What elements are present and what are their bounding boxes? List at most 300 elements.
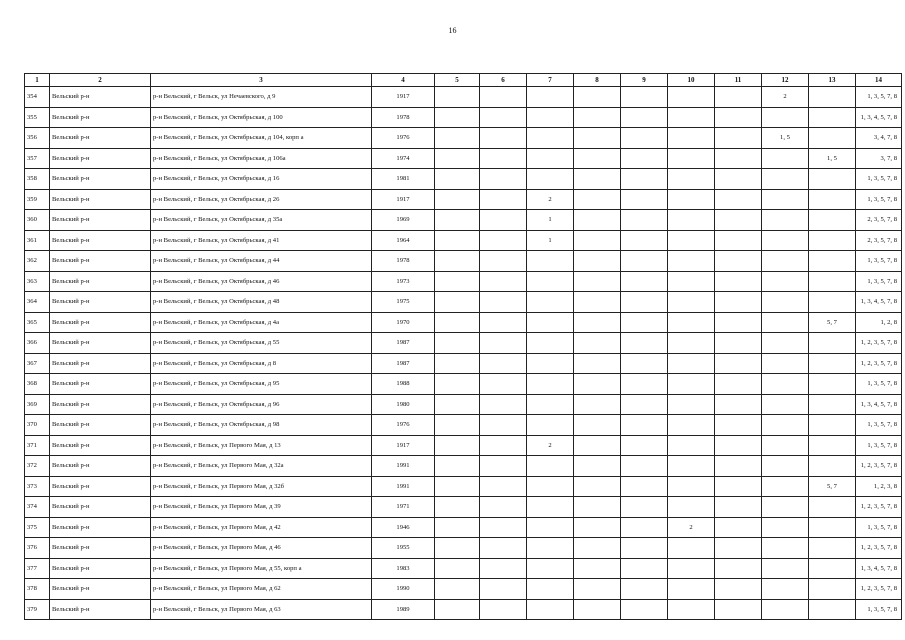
col13-cell bbox=[809, 189, 856, 210]
year-cell: 1989 bbox=[372, 599, 435, 620]
col8-cell bbox=[574, 230, 621, 251]
codes-cell: 3, 4, 7, 8 bbox=[856, 128, 902, 149]
col9-cell bbox=[621, 312, 668, 333]
col5-cell bbox=[435, 538, 480, 559]
col8-cell bbox=[574, 210, 621, 231]
row-number-cell: 359 bbox=[25, 189, 50, 210]
col7-cell bbox=[527, 558, 574, 579]
col11-cell bbox=[715, 251, 762, 272]
year-cell: 1980 bbox=[372, 394, 435, 415]
col11-cell bbox=[715, 271, 762, 292]
codes-cell: 1, 2, 8 bbox=[856, 312, 902, 333]
col5-cell bbox=[435, 271, 480, 292]
year-cell: 1917 bbox=[372, 435, 435, 456]
col9-cell bbox=[621, 374, 668, 395]
row-number-cell: 370 bbox=[25, 415, 50, 436]
district-cell: Вельский р-н bbox=[50, 87, 151, 108]
col5-cell bbox=[435, 415, 480, 436]
col13-cell bbox=[809, 107, 856, 128]
codes-cell: 1, 3, 5, 7, 8 bbox=[856, 599, 902, 620]
address-cell: р-н Вельский, г Вельск, ул Октябрьская, д 48 bbox=[151, 292, 372, 313]
col7-cell bbox=[527, 128, 574, 149]
col9-cell bbox=[621, 333, 668, 354]
col12-cell bbox=[762, 517, 809, 538]
col6-cell bbox=[480, 312, 527, 333]
col12-cell bbox=[762, 210, 809, 231]
col13-cell: 5, 7 bbox=[809, 312, 856, 333]
row-number-cell: 367 bbox=[25, 353, 50, 374]
table-row bbox=[25, 558, 902, 579]
col13-cell bbox=[809, 374, 856, 395]
year-cell: 1946 bbox=[372, 517, 435, 538]
year-cell: 1964 bbox=[372, 230, 435, 251]
col12-cell bbox=[762, 538, 809, 559]
col10-cell bbox=[668, 333, 715, 354]
col10-cell bbox=[668, 189, 715, 210]
col7-cell bbox=[527, 333, 574, 354]
col10-cell bbox=[668, 353, 715, 374]
col13-cell bbox=[809, 169, 856, 190]
col7-cell bbox=[527, 148, 574, 169]
col11-cell bbox=[715, 517, 762, 538]
col12-cell bbox=[762, 374, 809, 395]
col8-cell bbox=[574, 169, 621, 190]
col5-cell bbox=[435, 107, 480, 128]
year-cell: 1917 bbox=[372, 87, 435, 108]
row-number-cell: 366 bbox=[25, 333, 50, 354]
col7-cell bbox=[527, 292, 574, 313]
year-cell: 1971 bbox=[372, 497, 435, 518]
col11-cell bbox=[715, 292, 762, 313]
col12-cell bbox=[762, 599, 809, 620]
col13-cell bbox=[809, 599, 856, 620]
col5-cell bbox=[435, 251, 480, 272]
table-row bbox=[25, 128, 902, 149]
col12-cell bbox=[762, 312, 809, 333]
col7-cell bbox=[527, 271, 574, 292]
row-number-cell: 357 bbox=[25, 148, 50, 169]
col11-cell bbox=[715, 128, 762, 149]
col11-cell bbox=[715, 538, 762, 559]
col8-cell bbox=[574, 394, 621, 415]
col12-cell bbox=[762, 558, 809, 579]
col7-cell bbox=[527, 517, 574, 538]
col8-cell bbox=[574, 558, 621, 579]
row-number-cell: 379 bbox=[25, 599, 50, 620]
col9-cell bbox=[621, 169, 668, 190]
col8-cell bbox=[574, 87, 621, 108]
col11-cell bbox=[715, 312, 762, 333]
column-header: 10 bbox=[668, 74, 715, 87]
table-row bbox=[25, 456, 902, 477]
row-number-cell: 373 bbox=[25, 476, 50, 497]
col6-cell bbox=[480, 415, 527, 436]
col8-cell bbox=[574, 128, 621, 149]
column-header: 4 bbox=[372, 74, 435, 87]
address-cell: р-н Вельский, г Вельск, ул Октябрьская, д 4а bbox=[151, 312, 372, 333]
table-row bbox=[25, 251, 902, 272]
table-row bbox=[25, 210, 902, 231]
col9-cell bbox=[621, 210, 668, 231]
codes-cell: 1, 3, 5, 7, 8 bbox=[856, 415, 902, 436]
col8-cell bbox=[574, 374, 621, 395]
col10-cell bbox=[668, 271, 715, 292]
col13-cell bbox=[809, 579, 856, 600]
address-cell: р-н Вельский, г Вельск, ул Нечаевского, д 9 bbox=[151, 87, 372, 108]
col7-cell bbox=[527, 579, 574, 600]
table-row bbox=[25, 374, 902, 395]
district-cell: Вельский р-н bbox=[50, 415, 151, 436]
col10-cell bbox=[668, 497, 715, 518]
col8-cell bbox=[574, 517, 621, 538]
address-cell: р-н Вельский, г Вельск, ул Октябрьская, д 95 bbox=[151, 374, 372, 395]
col6-cell bbox=[480, 210, 527, 231]
year-cell: 1976 bbox=[372, 415, 435, 436]
row-number-cell: 355 bbox=[25, 107, 50, 128]
table-row bbox=[25, 230, 902, 251]
col7-cell: 2 bbox=[527, 435, 574, 456]
column-header: 5 bbox=[435, 74, 480, 87]
header-row bbox=[25, 74, 902, 87]
table-row bbox=[25, 415, 902, 436]
col5-cell bbox=[435, 558, 480, 579]
col10-cell bbox=[668, 292, 715, 313]
col13-cell: 5, 7 bbox=[809, 476, 856, 497]
district-cell: Вельский р-н bbox=[50, 353, 151, 374]
table-row bbox=[25, 271, 902, 292]
column-header: 3 bbox=[151, 74, 372, 87]
row-number-cell: 358 bbox=[25, 169, 50, 190]
column-header: 12 bbox=[762, 74, 809, 87]
col10-cell bbox=[668, 148, 715, 169]
district-cell: Вельский р-н bbox=[50, 107, 151, 128]
col9-cell bbox=[621, 435, 668, 456]
col6-cell bbox=[480, 189, 527, 210]
col7-cell bbox=[527, 107, 574, 128]
col13-cell bbox=[809, 353, 856, 374]
column-header: 1 bbox=[25, 74, 50, 87]
col6-cell bbox=[480, 230, 527, 251]
col8-cell bbox=[574, 333, 621, 354]
col10-cell bbox=[668, 599, 715, 620]
codes-cell: 1, 3, 4, 5, 7, 8 bbox=[856, 107, 902, 128]
year-cell: 1990 bbox=[372, 579, 435, 600]
col12-cell bbox=[762, 435, 809, 456]
col7-cell bbox=[527, 599, 574, 620]
col5-cell bbox=[435, 517, 480, 538]
col10-cell bbox=[668, 128, 715, 149]
address-cell: р-н Вельский, г Вельск, ул Первого Мая, д 62 bbox=[151, 579, 372, 600]
col10-cell bbox=[668, 456, 715, 477]
col8-cell bbox=[574, 456, 621, 477]
col13-cell bbox=[809, 292, 856, 313]
codes-cell: 1, 2, 3, 8 bbox=[856, 476, 902, 497]
col13-cell bbox=[809, 435, 856, 456]
year-cell: 1976 bbox=[372, 128, 435, 149]
col13-cell bbox=[809, 210, 856, 231]
col10-cell bbox=[668, 312, 715, 333]
col11-cell bbox=[715, 476, 762, 497]
year-cell: 1978 bbox=[372, 251, 435, 272]
table-row bbox=[25, 538, 902, 559]
col11-cell bbox=[715, 230, 762, 251]
col13-cell bbox=[809, 497, 856, 518]
row-number-cell: 356 bbox=[25, 128, 50, 149]
row-number-cell: 354 bbox=[25, 87, 50, 108]
year-cell: 1987 bbox=[372, 333, 435, 354]
row-number-cell: 376 bbox=[25, 538, 50, 559]
col5-cell bbox=[435, 476, 480, 497]
column-header: 9 bbox=[621, 74, 668, 87]
col7-cell bbox=[527, 251, 574, 272]
col6-cell bbox=[480, 517, 527, 538]
col12-cell bbox=[762, 394, 809, 415]
col11-cell bbox=[715, 148, 762, 169]
col9-cell bbox=[621, 558, 668, 579]
col5-cell bbox=[435, 579, 480, 600]
col13-cell bbox=[809, 415, 856, 436]
year-cell: 1988 bbox=[372, 374, 435, 395]
col5-cell bbox=[435, 394, 480, 415]
district-cell: Вельский р-н bbox=[50, 394, 151, 415]
year-cell: 1981 bbox=[372, 169, 435, 190]
col13-cell bbox=[809, 230, 856, 251]
codes-cell: 1, 3, 5, 7, 8 bbox=[856, 374, 902, 395]
column-header: 11 bbox=[715, 74, 762, 87]
codes-cell: 1, 2, 3, 5, 7, 8 bbox=[856, 353, 902, 374]
col12-cell: 1, 5 bbox=[762, 128, 809, 149]
col6-cell bbox=[480, 169, 527, 190]
col12-cell: 2 bbox=[762, 87, 809, 108]
year-cell: 1991 bbox=[372, 456, 435, 477]
codes-cell: 1, 3, 5, 7, 8 bbox=[856, 251, 902, 272]
col9-cell bbox=[621, 579, 668, 600]
year-cell: 1983 bbox=[372, 558, 435, 579]
col8-cell bbox=[574, 271, 621, 292]
col5-cell bbox=[435, 210, 480, 231]
col5-cell bbox=[435, 312, 480, 333]
column-header: 8 bbox=[574, 74, 621, 87]
codes-cell: 1, 2, 3, 5, 7, 8 bbox=[856, 579, 902, 600]
col13-cell: 1, 5 bbox=[809, 148, 856, 169]
district-cell: Вельский р-н bbox=[50, 230, 151, 251]
codes-cell: 1, 3, 5, 7, 8 bbox=[856, 435, 902, 456]
district-cell: Вельский р-н bbox=[50, 251, 151, 272]
col11-cell bbox=[715, 107, 762, 128]
col8-cell bbox=[574, 353, 621, 374]
col9-cell bbox=[621, 148, 668, 169]
col7-cell: 2 bbox=[527, 189, 574, 210]
district-cell: Вельский р-н bbox=[50, 558, 151, 579]
address-cell: р-н Вельский, г Вельск, ул Октябрьская, д 96 bbox=[151, 394, 372, 415]
col11-cell bbox=[715, 333, 762, 354]
year-cell: 1955 bbox=[372, 538, 435, 559]
address-cell: р-н Вельский, г Вельск, ул Первого Мая, д 63 bbox=[151, 599, 372, 620]
codes-cell: 3, 7, 8 bbox=[856, 148, 902, 169]
col6-cell bbox=[480, 435, 527, 456]
year-cell: 1974 bbox=[372, 148, 435, 169]
col5-cell bbox=[435, 435, 480, 456]
col7-cell: 1 bbox=[527, 210, 574, 231]
col10-cell bbox=[668, 230, 715, 251]
col10-cell bbox=[668, 87, 715, 108]
district-cell: Вельский р-н bbox=[50, 497, 151, 518]
col13-cell bbox=[809, 128, 856, 149]
address-cell: р-н Вельский, г Вельск, ул Первого Мая, д 32а bbox=[151, 456, 372, 477]
col12-cell bbox=[762, 230, 809, 251]
col6-cell bbox=[480, 333, 527, 354]
col10-cell bbox=[668, 394, 715, 415]
col6-cell bbox=[480, 599, 527, 620]
col9-cell bbox=[621, 292, 668, 313]
district-cell: Вельский р-н bbox=[50, 456, 151, 477]
col8-cell bbox=[574, 497, 621, 518]
district-cell: Вельский р-н bbox=[50, 312, 151, 333]
col9-cell bbox=[621, 517, 668, 538]
row-number-cell: 369 bbox=[25, 394, 50, 415]
district-cell: Вельский р-н bbox=[50, 169, 151, 190]
col12-cell bbox=[762, 169, 809, 190]
year-cell: 1975 bbox=[372, 292, 435, 313]
col10-cell bbox=[668, 210, 715, 231]
address-cell: р-н Вельский, г Вельск, ул Октябрьская, д 8 bbox=[151, 353, 372, 374]
row-number-cell: 377 bbox=[25, 558, 50, 579]
col7-cell bbox=[527, 353, 574, 374]
codes-cell: 2, 3, 5, 7, 8 bbox=[856, 210, 902, 231]
year-cell: 1969 bbox=[372, 210, 435, 231]
address-cell: р-н Вельский, г Вельск, ул Первого Мая, д 39 bbox=[151, 497, 372, 518]
col6-cell bbox=[480, 579, 527, 600]
table-row bbox=[25, 517, 902, 538]
col6-cell bbox=[480, 374, 527, 395]
codes-cell: 1, 2, 3, 5, 7, 8 bbox=[856, 538, 902, 559]
col10-cell bbox=[668, 251, 715, 272]
table-row bbox=[25, 435, 902, 456]
col13-cell bbox=[809, 87, 856, 108]
table-body bbox=[25, 87, 902, 620]
address-cell: р-н Вельский, г Вельск, ул Первого Мая, д 46 bbox=[151, 538, 372, 559]
col8-cell bbox=[574, 415, 621, 436]
row-number-cell: 368 bbox=[25, 374, 50, 395]
row-number-cell: 360 bbox=[25, 210, 50, 231]
col9-cell bbox=[621, 128, 668, 149]
col11-cell bbox=[715, 579, 762, 600]
col12-cell bbox=[762, 579, 809, 600]
row-number-cell: 375 bbox=[25, 517, 50, 538]
table-row bbox=[25, 599, 902, 620]
col9-cell bbox=[621, 230, 668, 251]
col7-cell bbox=[527, 169, 574, 190]
address-cell: р-н Вельский, г Вельск, ул Первого Мая, д 42 bbox=[151, 517, 372, 538]
address-cell: р-н Вельский, г Вельск, ул Октябрьская, д 104, корп а bbox=[151, 128, 372, 149]
col10-cell bbox=[668, 107, 715, 128]
col13-cell bbox=[809, 538, 856, 559]
col9-cell bbox=[621, 599, 668, 620]
year-cell: 1991 bbox=[372, 476, 435, 497]
col5-cell bbox=[435, 599, 480, 620]
row-number-cell: 372 bbox=[25, 456, 50, 477]
codes-cell: 1, 3, 5, 7, 8 bbox=[856, 169, 902, 190]
col6-cell bbox=[480, 271, 527, 292]
col7-cell bbox=[527, 312, 574, 333]
address-cell: р-н Вельский, г Вельск, ул Октябрьская, д 44 bbox=[151, 251, 372, 272]
col5-cell bbox=[435, 169, 480, 190]
table-row bbox=[25, 333, 902, 354]
col11-cell bbox=[715, 394, 762, 415]
district-cell: Вельский р-н bbox=[50, 599, 151, 620]
col6-cell bbox=[480, 394, 527, 415]
col8-cell bbox=[574, 148, 621, 169]
table-row bbox=[25, 579, 902, 600]
address-cell: р-н Вельский, г Вельск, ул Октябрьская, д 46 bbox=[151, 271, 372, 292]
col9-cell bbox=[621, 394, 668, 415]
address-cell: р-н Вельский, г Вельск, ул Октябрьская, д 26 bbox=[151, 189, 372, 210]
row-number-cell: 362 bbox=[25, 251, 50, 272]
district-cell: Вельский р-н bbox=[50, 476, 151, 497]
col5-cell bbox=[435, 292, 480, 313]
table-row bbox=[25, 292, 902, 313]
col9-cell bbox=[621, 538, 668, 559]
column-header: 13 bbox=[809, 74, 856, 87]
year-cell: 1973 bbox=[372, 271, 435, 292]
col5-cell bbox=[435, 374, 480, 395]
column-header: 2 bbox=[50, 74, 151, 87]
col5-cell bbox=[435, 128, 480, 149]
col5-cell bbox=[435, 148, 480, 169]
address-cell: р-н Вельский, г Вельск, ул Октябрьская, д 55 bbox=[151, 333, 372, 354]
col7-cell bbox=[527, 538, 574, 559]
col11-cell bbox=[715, 374, 762, 395]
col6-cell bbox=[480, 107, 527, 128]
col10-cell bbox=[668, 374, 715, 395]
col11-cell bbox=[715, 189, 762, 210]
col12-cell bbox=[762, 476, 809, 497]
column-header: 14 bbox=[856, 74, 902, 87]
codes-cell: 1, 2, 3, 5, 7, 8 bbox=[856, 497, 902, 518]
col9-cell bbox=[621, 87, 668, 108]
col10-cell bbox=[668, 415, 715, 436]
district-cell: Вельский р-н bbox=[50, 517, 151, 538]
col7-cell bbox=[527, 497, 574, 518]
col7-cell bbox=[527, 476, 574, 497]
col11-cell bbox=[715, 210, 762, 231]
address-cell: р-н Вельский, г Вельск, ул Октябрьская, д 98 bbox=[151, 415, 372, 436]
col8-cell bbox=[574, 435, 621, 456]
codes-cell: 1, 3, 5, 7, 8 bbox=[856, 87, 902, 108]
col8-cell bbox=[574, 107, 621, 128]
col9-cell bbox=[621, 415, 668, 436]
col9-cell bbox=[621, 189, 668, 210]
col12-cell bbox=[762, 415, 809, 436]
col9-cell bbox=[621, 107, 668, 128]
col7-cell bbox=[527, 374, 574, 395]
col10-cell bbox=[668, 435, 715, 456]
district-cell: Вельский р-н bbox=[50, 435, 151, 456]
column-header: 6 bbox=[480, 74, 527, 87]
register-table bbox=[24, 73, 902, 620]
district-cell: Вельский р-н bbox=[50, 148, 151, 169]
col11-cell bbox=[715, 169, 762, 190]
address-cell: р-н Вельский, г Вельск, ул Октябрьская, д 35а bbox=[151, 210, 372, 231]
col11-cell bbox=[715, 456, 762, 477]
col9-cell bbox=[621, 476, 668, 497]
col6-cell bbox=[480, 292, 527, 313]
col13-cell bbox=[809, 456, 856, 477]
col11-cell bbox=[715, 353, 762, 374]
col11-cell bbox=[715, 497, 762, 518]
district-cell: Вельский р-н bbox=[50, 128, 151, 149]
col9-cell bbox=[621, 353, 668, 374]
